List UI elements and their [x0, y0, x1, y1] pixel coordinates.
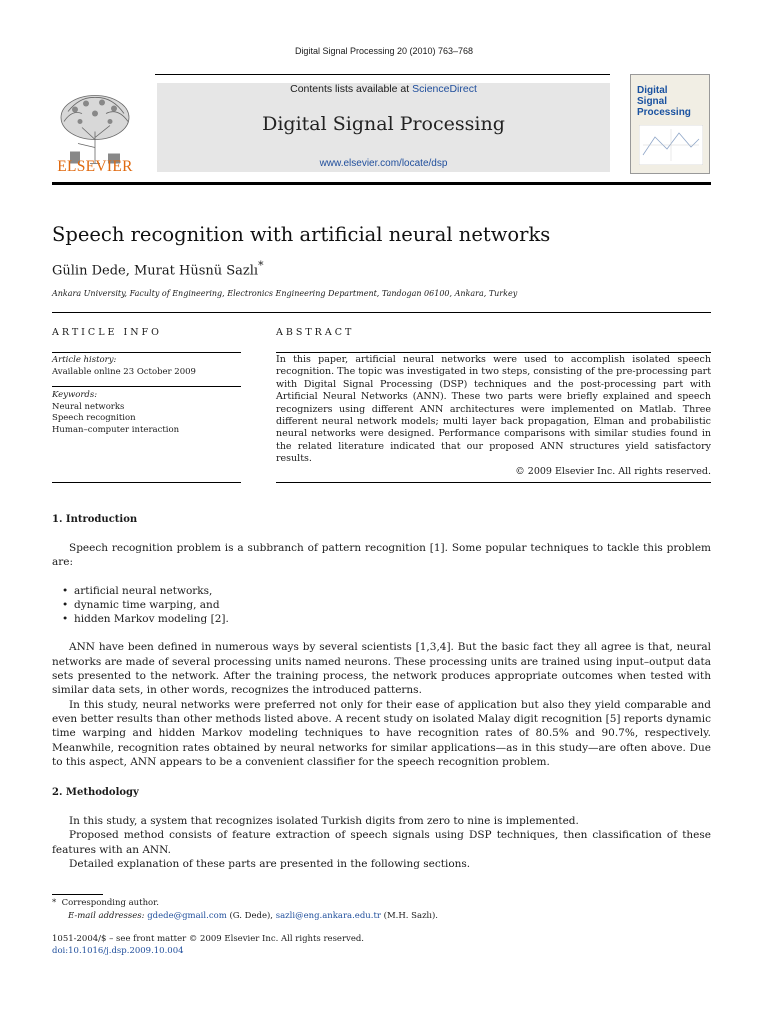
divider — [52, 352, 241, 353]
email-label: E-mail addresses: — [68, 911, 145, 921]
methodology-body — [52, 814, 711, 871]
cover-title-line: Signal — [637, 96, 668, 107]
intro-body — [52, 541, 711, 769]
keyword-item: Human–computer interaction — [52, 424, 180, 435]
divider — [52, 482, 241, 483]
paragraph: In this study, neural networks were preferred not only for their ease of application but also they yield comparable and even better results than other methods listed above. A recent study on isolated Malay digit recognition [5] reports dynamic time warping and hidden Markov modeling techniques to have recognition rates of 80.5% and 90.7%, respectively. Meanwhile, recognition rates obtained by neural networks for similar applications—as in this study—are often above. Due to this aspect, ANN appears to be a convenient classifier for the speech recognition problem. — [52, 698, 711, 768]
footnote-mark: * — [52, 898, 57, 908]
list-item: • hidden Markov modeling [2]. — [74, 612, 711, 626]
keyword-item: Neural networks — [52, 401, 125, 412]
issn-line: 1051-2004/$ – see front matter © 2009 Elsevier Inc. All rights reserved. — [52, 934, 365, 944]
article-history — [52, 355, 241, 378]
article-info-heading: ARTICLE INFO — [52, 327, 162, 338]
list-item: • artificial neural networks, — [74, 584, 711, 598]
email-owner: (M.H. Sazlı). — [383, 911, 439, 921]
bullet-list — [52, 584, 711, 627]
author-names: Gülin Dede, Murat Hüsnü Sazlı — [52, 263, 259, 279]
divider — [276, 482, 711, 483]
divider — [276, 352, 711, 353]
affiliation: Ankara University, Faculty of Engineering, Electronics Engineering Department, Tandogan 06100, Ankara, Turkey — [52, 289, 518, 298]
list-item: • dynamic time warping, and — [74, 598, 711, 612]
divider — [52, 386, 241, 387]
email-link-dede[interactable]: gdede@gmail.com — [147, 911, 227, 921]
masthead-rule — [52, 182, 711, 185]
paragraph: Proposed method consists of feature extraction of speech signals using DSP techniques, then classification of these features with an ANN. — [52, 829, 711, 856]
abstract-text: In this paper, artificial neural networks were used to accomplish isolated speech recognition. The topic was investigated in two steps, consisting of the pre-processing part with Digital Signal Processing (DSP) techniques and the post-processing part with Artificial Neural Networks (ANN). These two parts were briefly explained and speech recognizers using different ANN architectures were implemented on Matlab. Three different neural network models; multi layer back propagation, Elman and probabilistic neural networks were designed. Performance comparisons with similar studies found in the related literature indicated that our proposed ANN structures yield satisfactory results. — [276, 354, 712, 465]
abstract-body — [276, 354, 711, 478]
contents-prefix: Contents lists available at — [290, 83, 410, 95]
journal-cover-thumbnail — [630, 74, 710, 174]
header-rule — [155, 74, 610, 75]
history-value: Available online 23 October 2009 — [52, 366, 196, 377]
keywords-label: Keywords: — [52, 390, 98, 400]
cover-title — [637, 85, 691, 118]
methodology-heading: 2. Methodology — [52, 787, 139, 798]
sciencedirect-link[interactable]: ScienceDirect — [412, 83, 477, 95]
footnote-emails — [68, 910, 438, 923]
journal-banner — [157, 83, 610, 172]
keyword-item: Speech recognition — [52, 413, 136, 423]
paragraph: Detailed explanation of these parts are presented in the following sections. — [69, 857, 471, 870]
history-label: Article history: — [52, 355, 117, 365]
abstract-copyright: © 2009 Elsevier Inc. All rights reserved. — [515, 465, 711, 477]
contents-line — [157, 83, 610, 95]
corresponding-author-mark[interactable]: * — [258, 259, 264, 272]
article-authors — [52, 259, 263, 278]
journal-url-link[interactable]: www.elsevier.com/locate/dsp — [319, 158, 448, 169]
abstract-heading: ABSTRACT — [276, 327, 355, 338]
email-link-sazli[interactable]: sazli@eng.ankara.edu.tr — [275, 911, 381, 921]
cover-graphic — [639, 125, 703, 165]
publisher-logo-text: ELSEVIER — [57, 158, 133, 175]
footnote-text: Corresponding author. — [61, 898, 159, 908]
doi-link[interactable]: doi:10.1016/j.dsp.2009.10.004 — [52, 946, 184, 956]
article-title: Speech recognition with artificial neural networks — [52, 223, 551, 246]
journal-reference: Digital Signal Processing 20 (2010) 763–768 — [294, 46, 474, 56]
cover-title-line: Digital — [637, 85, 668, 96]
journal-title: Digital Signal Processing — [262, 113, 505, 135]
keywords-block — [52, 390, 241, 436]
paragraph: ANN have been defined in numerous ways by several scientists [1,3,4]. But the basic fact they all agree is that, neural networks are made of several processing units named neurons. These processing units are trained using input–output data sets presented to the network. After the training process, the network produces appropriate outcomes when tested with similar data sets, in other words, recognizes the introduced patterns. — [52, 641, 711, 697]
intro-heading: 1. Introduction — [52, 514, 138, 525]
email-owner: (G. Dede), — [229, 911, 274, 921]
footnote-corresponding — [52, 897, 159, 910]
cover-title-line: Processing — [637, 107, 691, 118]
paragraph: In this study, a system that recognizes isolated Turkish digits from zero to nine is implemented. — [69, 815, 579, 827]
divider — [52, 312, 711, 313]
footnote-rule — [52, 894, 103, 895]
paragraph: Speech recognition problem is a subbranch of pattern recognition [1]. Some popular techniques to tackle this problem are: — [52, 542, 711, 569]
